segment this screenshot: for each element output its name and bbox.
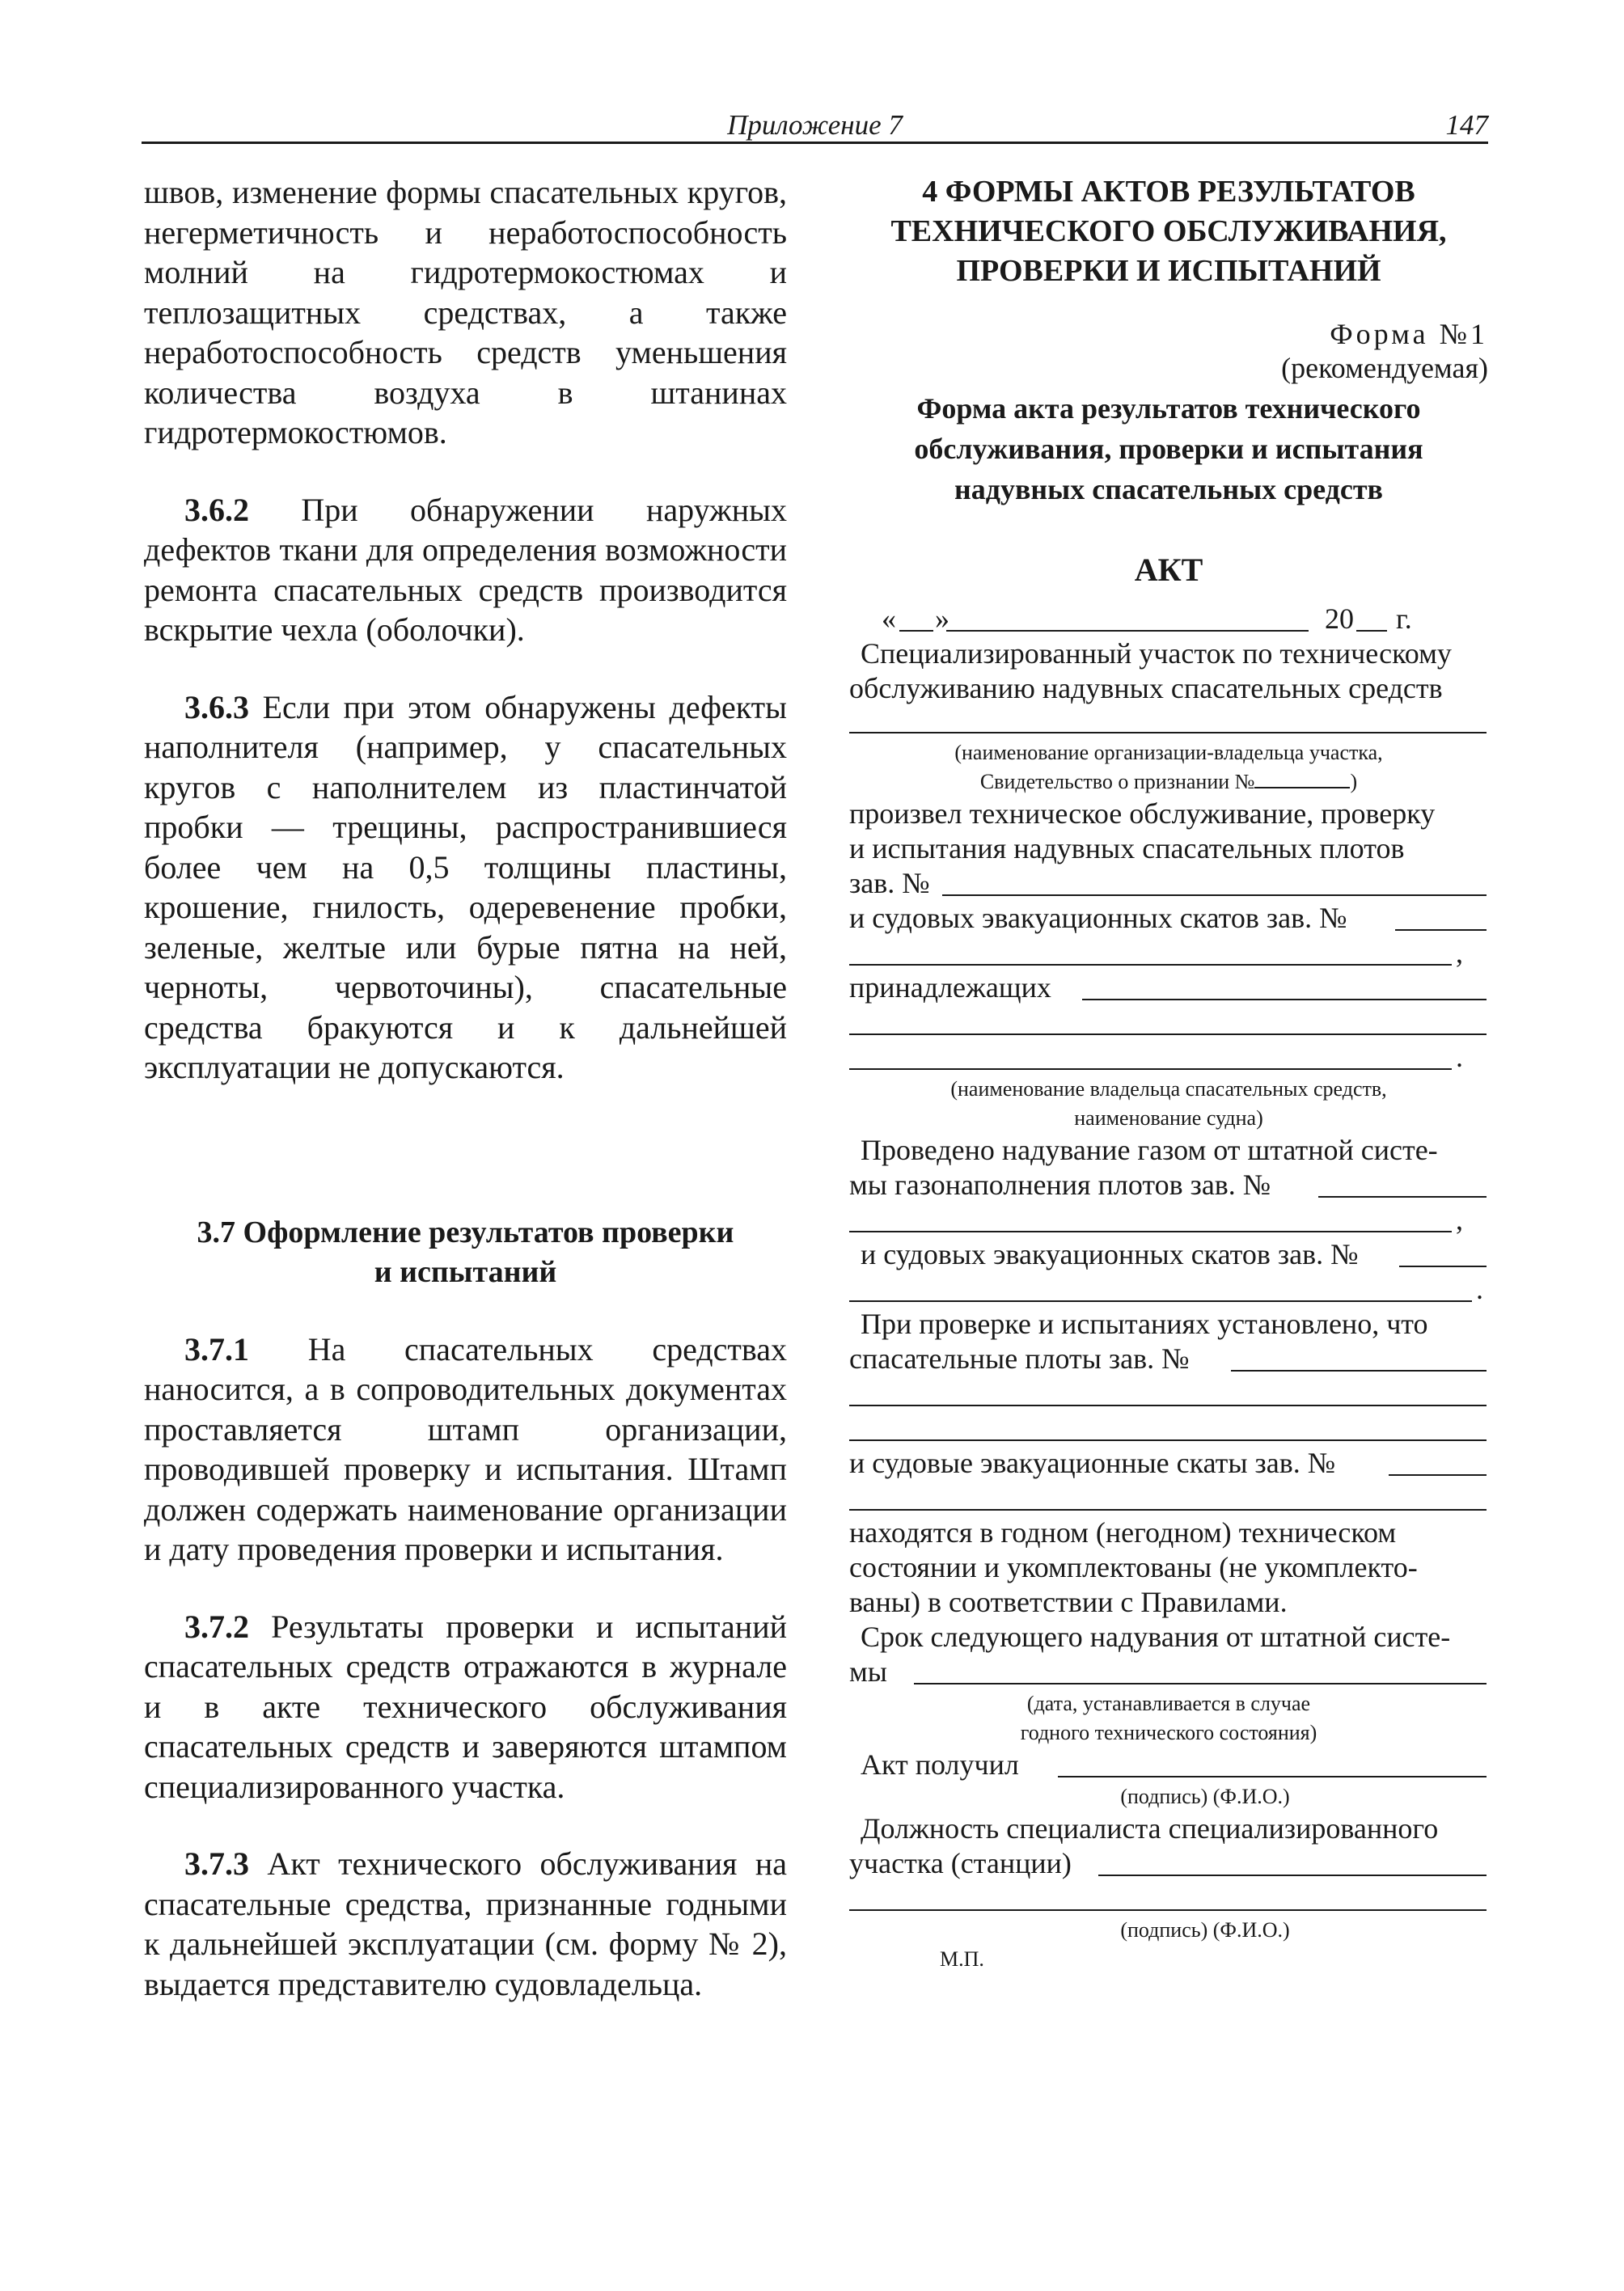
paragraph-text: Акт технического обслуживания на спасательные средства, признанные годными к дальнейшей эксплуатации (см. форму № 2), выдается представителю судовладельца. xyxy=(144,1845,787,2002)
blank-field[interactable] xyxy=(849,1231,1452,1232)
form-recommended-note: (рекомендуемая) xyxy=(1281,352,1488,384)
paragraph-3-6-3 xyxy=(144,687,787,1088)
form-title-line: надувных спасательных средств xyxy=(954,473,1383,505)
act-title: АКТ xyxy=(1134,552,1203,588)
paragraph-text: Результаты проверки и испытаний спасательных средств отражаются в журнале и в акте технического обслуживания спасательных средств и заверяются штампом специализированного участка. xyxy=(144,1608,787,1805)
note-cert xyxy=(849,767,1488,797)
spec-line: Специализированный участок по техническому xyxy=(861,637,1452,670)
blank-line xyxy=(849,1040,1488,1075)
blank-field[interactable] xyxy=(849,1405,1487,1406)
inflated-serial-field[interactable] xyxy=(1318,1196,1487,1198)
blank-line xyxy=(849,1376,1488,1411)
chutes-label: и судовые эвакуационные скаты зав. № xyxy=(849,1447,1336,1479)
chute-serial-line-2 xyxy=(849,1237,1488,1272)
established-line: При проверке и испытаниях установлено, что xyxy=(861,1308,1428,1340)
note-cert-label: Свидетельство о признании № xyxy=(979,770,1255,793)
year-prefix: 20 xyxy=(1325,602,1354,635)
section-number: 3.7.2 xyxy=(184,1608,249,1645)
received-signature-field[interactable] xyxy=(1058,1776,1487,1777)
received-label: Акт получил xyxy=(861,1748,1019,1781)
rafts-label: спасательные плоты зав. № xyxy=(849,1342,1190,1375)
blank-field[interactable] xyxy=(849,1509,1487,1511)
form-title-line: Форма акта результатов технического xyxy=(916,392,1421,425)
owner-field[interactable] xyxy=(1082,999,1487,1000)
produced-line: произвел техническое обслуживание, проверку xyxy=(849,797,1436,830)
cert-number-field[interactable] xyxy=(1254,767,1350,788)
paragraph-continued: швов, изменение формы спасательных кругов, негерметичность и неработоспособность молний на гидротермокостюмах и теплозащитных средствах, а также неработоспособность средств уменьшения количества воздуха в штанинах гидротермокостюмов. xyxy=(144,174,787,450)
heading-line: ТЕХНИЧЕСКОГО ОБСЛУЖИВАНИЯ, xyxy=(890,214,1447,248)
note-date: годного технического состояния) xyxy=(1020,1721,1317,1744)
heading-line: ПРОВЕРКИ И ИСПЫТАНИЙ xyxy=(956,254,1381,288)
org-name-line xyxy=(849,706,1488,738)
chutes-line-3 xyxy=(849,1446,1488,1481)
paragraph-3-7-3 xyxy=(144,1844,787,2004)
header-title: Приложение 7 xyxy=(727,109,903,141)
right-column xyxy=(849,172,1488,1974)
day-field[interactable] xyxy=(899,630,933,632)
produced-line: и испытания надувных спасательных плотов xyxy=(849,832,1405,864)
raft-serial-field[interactable] xyxy=(942,894,1487,896)
next-inflation-line: Срок следующего надувания от штатной систе- xyxy=(861,1621,1451,1653)
received-line xyxy=(849,1748,1488,1782)
heading-line: и испытаний xyxy=(374,1254,557,1289)
page-number: 147 xyxy=(1445,109,1488,141)
chutes-label: и судовых эвакуационных скатов зав. № xyxy=(849,902,1347,934)
blank-line xyxy=(849,1272,1488,1307)
signature-note: (подпись) (Ф.И.О.) xyxy=(1120,1918,1290,1942)
signature-note: (подпись) (Ф.И.О.) xyxy=(1120,1785,1290,1808)
year-suffix: г. xyxy=(1396,602,1412,635)
inflated-serial-line xyxy=(849,1168,1488,1203)
paragraph-text: При обнаружении наружных дефектов ткани для определения возможности ремонта спасательных средств производится вскрытие чехла (оболочки). xyxy=(144,491,787,648)
running-header xyxy=(142,109,1488,144)
section-number: 3.7.3 xyxy=(184,1845,249,1882)
blank-field[interactable] xyxy=(849,1033,1487,1035)
section-number: 3.6.3 xyxy=(184,688,249,725)
paragraph-3-6-2 xyxy=(144,490,787,650)
belonging-line xyxy=(849,970,1488,1005)
rafts-line xyxy=(849,1342,1488,1376)
paragraph-3-7-2 xyxy=(144,1607,787,1807)
rafts-field[interactable] xyxy=(1231,1370,1487,1372)
inflated-label: мы газонаполнения плотов зав. № xyxy=(849,1169,1271,1201)
next-inflation-date-field[interactable] xyxy=(914,1683,1487,1684)
chutes-label: и судовых эвакуационных скатов зав. № xyxy=(861,1238,1359,1270)
paragraph-3-7-1 xyxy=(144,1329,787,1570)
blank-line xyxy=(849,936,1488,970)
next-inflation-date-line xyxy=(849,1655,1488,1689)
heading-line: 4 ФОРМЫ АКТОВ РЕЗУЛЬТАТОВ xyxy=(922,175,1415,209)
comma: , xyxy=(1456,936,1463,969)
section-heading-4 xyxy=(849,172,1488,291)
condition-line: находятся в годном (негодном) техническом xyxy=(849,1516,1397,1549)
note-owner: наименование судна) xyxy=(1074,1106,1263,1130)
blank-line xyxy=(849,1203,1488,1237)
chute-serial-field[interactable] xyxy=(1399,1266,1487,1267)
blank-field[interactable] xyxy=(849,1068,1452,1070)
note-cert-close: ) xyxy=(1350,770,1358,793)
condition-line: состоянии и укомплектованы (не укомплекто- xyxy=(849,1551,1418,1583)
note-org: (наименование организации-владельца участка, xyxy=(954,741,1383,764)
org-name-field[interactable] xyxy=(849,732,1487,733)
section-number: 3.7.1 xyxy=(184,1330,249,1367)
chute-serial-field[interactable] xyxy=(1395,929,1487,931)
position-line-2 xyxy=(849,1846,1488,1881)
month-field[interactable] xyxy=(946,630,1309,632)
next-inflation-label: мы xyxy=(849,1655,887,1688)
blank-line xyxy=(849,1411,1488,1446)
heading-line: 3.7 Оформление результатов проверки xyxy=(197,1215,734,1249)
chute-serial-line xyxy=(849,901,1488,936)
seal-place: М.П. xyxy=(940,1947,984,1971)
note-owner: (наименование владельца спасательных средств, xyxy=(950,1077,1387,1101)
position-field[interactable] xyxy=(1098,1875,1487,1876)
chute-serial-field[interactable] xyxy=(1389,1474,1487,1476)
form-title-line: обслуживания, проверки и испытания xyxy=(914,433,1423,465)
period: . xyxy=(1456,1041,1463,1073)
blank-field[interactable] xyxy=(849,1439,1487,1441)
paragraph-text: Если при этом обнаружены дефекты наполнителя (например, у спасательных кругов с наполнителем из пластинчатой пробки — трещины, распространившиеся более чем на 0,5 толщины пластины, крошение, гнилость, одеревенение пробки, зеленые, желтые или бурые пятна на ней, черноты, червоточины), спасательные средства бракуются и к дальнейшей эксплуатации не допускаются. xyxy=(144,688,787,1085)
blank-line xyxy=(849,1481,1488,1515)
blank-field[interactable] xyxy=(849,964,1452,966)
quote-close: » xyxy=(935,602,949,635)
position-label: участка (станции) xyxy=(849,1847,1072,1879)
blank-line xyxy=(849,1005,1488,1040)
condition-line: ваны) в соответствии с Правилами. xyxy=(849,1586,1288,1618)
quote-open: « xyxy=(882,602,896,635)
form-title xyxy=(849,388,1488,509)
period: . xyxy=(1476,1273,1483,1305)
blank-field[interactable] xyxy=(849,1909,1487,1911)
date-line xyxy=(849,602,1488,636)
belonging-label: принадлежащих xyxy=(849,971,1051,1004)
section-heading-3-7 xyxy=(144,1213,787,1292)
note-date: (дата, устанавливается в случае xyxy=(1026,1692,1311,1715)
left-column xyxy=(144,172,787,2004)
position-line: Должность специалиста специализированного xyxy=(861,1812,1439,1845)
spec-line: обслуживанию надувных спасательных средств xyxy=(849,672,1443,704)
section-number: 3.6.2 xyxy=(184,491,249,528)
comma: , xyxy=(1456,1203,1463,1236)
raft-serial-line xyxy=(849,866,1488,901)
blank-line xyxy=(849,1881,1488,1916)
serial-label: зав. № xyxy=(849,867,930,899)
inflated-line: Проведено надувание газом от штатной систе- xyxy=(861,1134,1438,1166)
paragraph-text: На спасательных средствах наносится, а в сопроводительных документах проставляется штамп организации, проводившей проверку и испытания. Штамп должен содержать наименование организации и дату проведения проверки и испытания. xyxy=(144,1330,787,1567)
blank-field[interactable] xyxy=(849,1300,1472,1302)
form-number: Форма №1 xyxy=(1330,318,1488,350)
year-field[interactable] xyxy=(1356,630,1387,632)
